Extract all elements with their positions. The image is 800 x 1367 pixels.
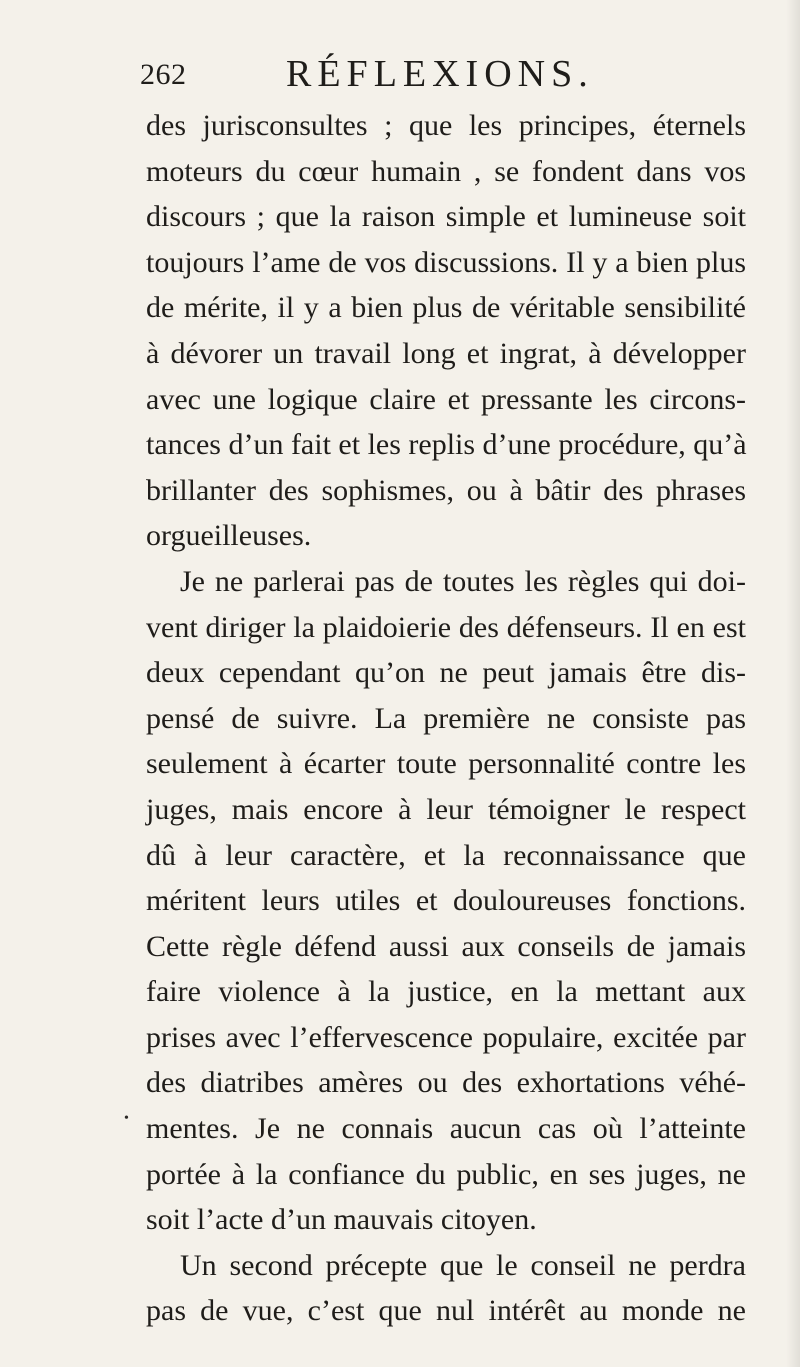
page-edge-shadow <box>786 0 800 1367</box>
text-line: de mérite, il y a bien plus de véritable sensibilité <box>146 291 746 325</box>
text-line: portée à la confiance du public, en ses juges, ne <box>146 1157 746 1191</box>
text-line: faire violence à la justice, en la mettant aux <box>146 975 746 1009</box>
page-header <box>0 52 800 102</box>
text-line: prises avec l’effervescence populaire, excitée par <box>146 1020 746 1054</box>
text-line: méritent leurs utiles et douloureuses fonctions. <box>146 884 746 918</box>
text-line: Cette règle défend aussi aux conseils de jamais <box>146 929 746 963</box>
text-line: à dévorer un travail long et ingrat, à développer <box>146 336 746 370</box>
text-line: vent diriger la plaidoierie des défenseurs. Il en est <box>146 610 746 644</box>
text-line: soit l’acte d’un mauvais citoyen. <box>146 1203 537 1237</box>
text-line: pensé de suivre. La première ne consiste pas <box>146 701 746 735</box>
text-line: pas de vue, c’est que nul intérêt au monde ne <box>146 1294 746 1328</box>
text-line: des diatribes amères ou des exhortations véhé- <box>146 1066 746 1100</box>
page-number: 262 <box>140 58 187 91</box>
text-line: juges, mais encore à leur témoigner le respect <box>146 792 746 826</box>
text-line: dû à leur caractère, et la reconnaissance que <box>146 838 746 872</box>
text-line: deux cependant qu’on ne peut jamais être dis- <box>146 656 746 690</box>
body-text <box>146 103 746 1334</box>
text-line: discours ; que la raison simple et lumineuse soit <box>146 200 746 234</box>
text-line: Un second précepte que le conseil ne perdra <box>180 1248 746 1282</box>
text-line: moteurs du cœur humain , se fondent dans vos <box>146 154 746 188</box>
text-line: mentes. Je ne connais aucun cas où l’atteinte <box>146 1112 746 1146</box>
margin-mark: • <box>124 1111 129 1126</box>
text-line: toujours l’ame de vos discussions. Il y a bien plus <box>146 245 746 279</box>
text-line: seulement à écarter toute personnalité contre les <box>146 747 746 781</box>
text-line: des jurisconsultes ; que les principes, éternels <box>146 109 746 142</box>
running-title: RÉFLEXIONS. <box>286 53 594 95</box>
text-line: tances d’un fait et les replis d’une procédure, qu’à <box>146 428 747 462</box>
text-line: Je ne parlerai pas de toutes les règles qui doi- <box>180 564 746 598</box>
text-line: avec une logique claire et pressante les circons- <box>146 382 746 416</box>
text-line: orgueilleuses. <box>146 519 312 553</box>
text-line: brillanter des sophismes, ou à bâtir des phrases <box>146 473 746 507</box>
